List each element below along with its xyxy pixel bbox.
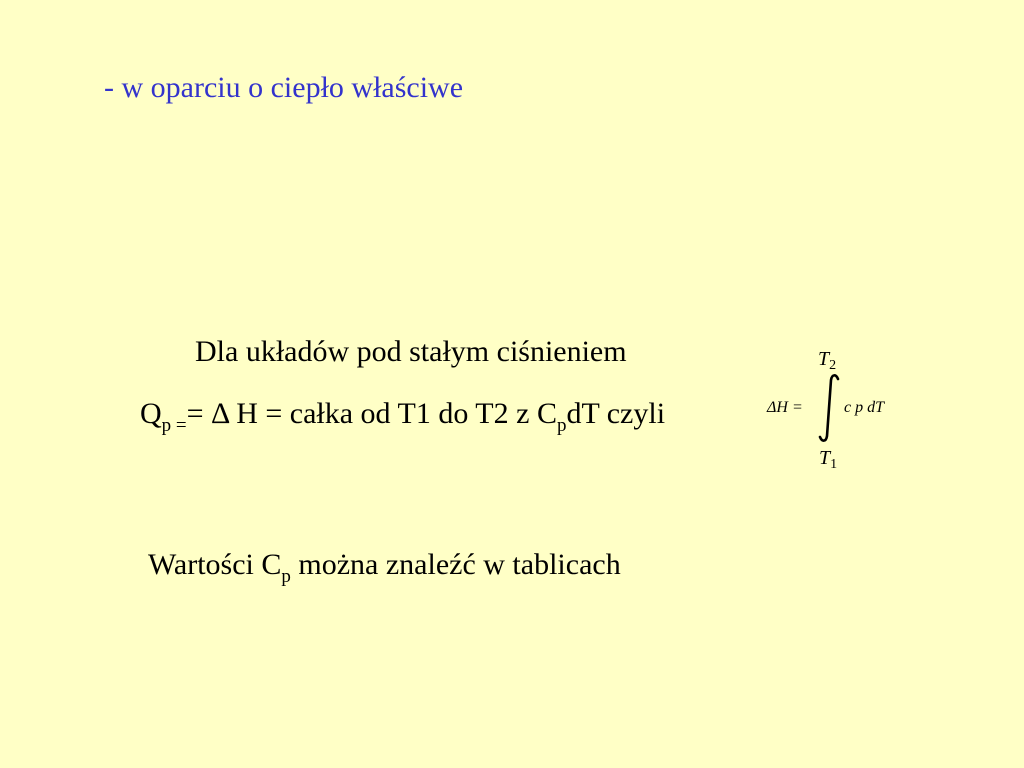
upper-limit-symbol: T [818,348,830,370]
enthalpy-integral-formula [762,346,912,476]
upper-limit-index: 2 [829,358,837,373]
equation-text [140,396,665,444]
tables-note-subscript: p [281,566,291,587]
q-subscript: p = [161,415,187,436]
lower-limit [819,447,837,473]
tables-note-start: Wartości C [148,548,282,581]
upper-limit [818,348,836,374]
tables-note [148,547,621,595]
formula-lhs: ΔH = [767,399,803,416]
integral-sign-icon [816,372,842,444]
equation-middle: = Δ H = całka od T1 do T2 z C [186,397,557,430]
formula-integrand: c p dT [844,399,884,416]
slide-heading: - w oparciu o ciepło właściwe [104,71,464,104]
q-symbol: Q [140,397,162,430]
cp-subscript: p [556,415,567,436]
lower-limit-index: 1 [830,457,838,472]
tables-note-end: można znaleźć w tablicach [290,548,621,581]
intro-text: Dla układów pod stałym ciśnieniem [195,335,627,368]
lower-limit-symbol: T [819,447,831,469]
equation-tail: dT czyli [566,397,666,430]
